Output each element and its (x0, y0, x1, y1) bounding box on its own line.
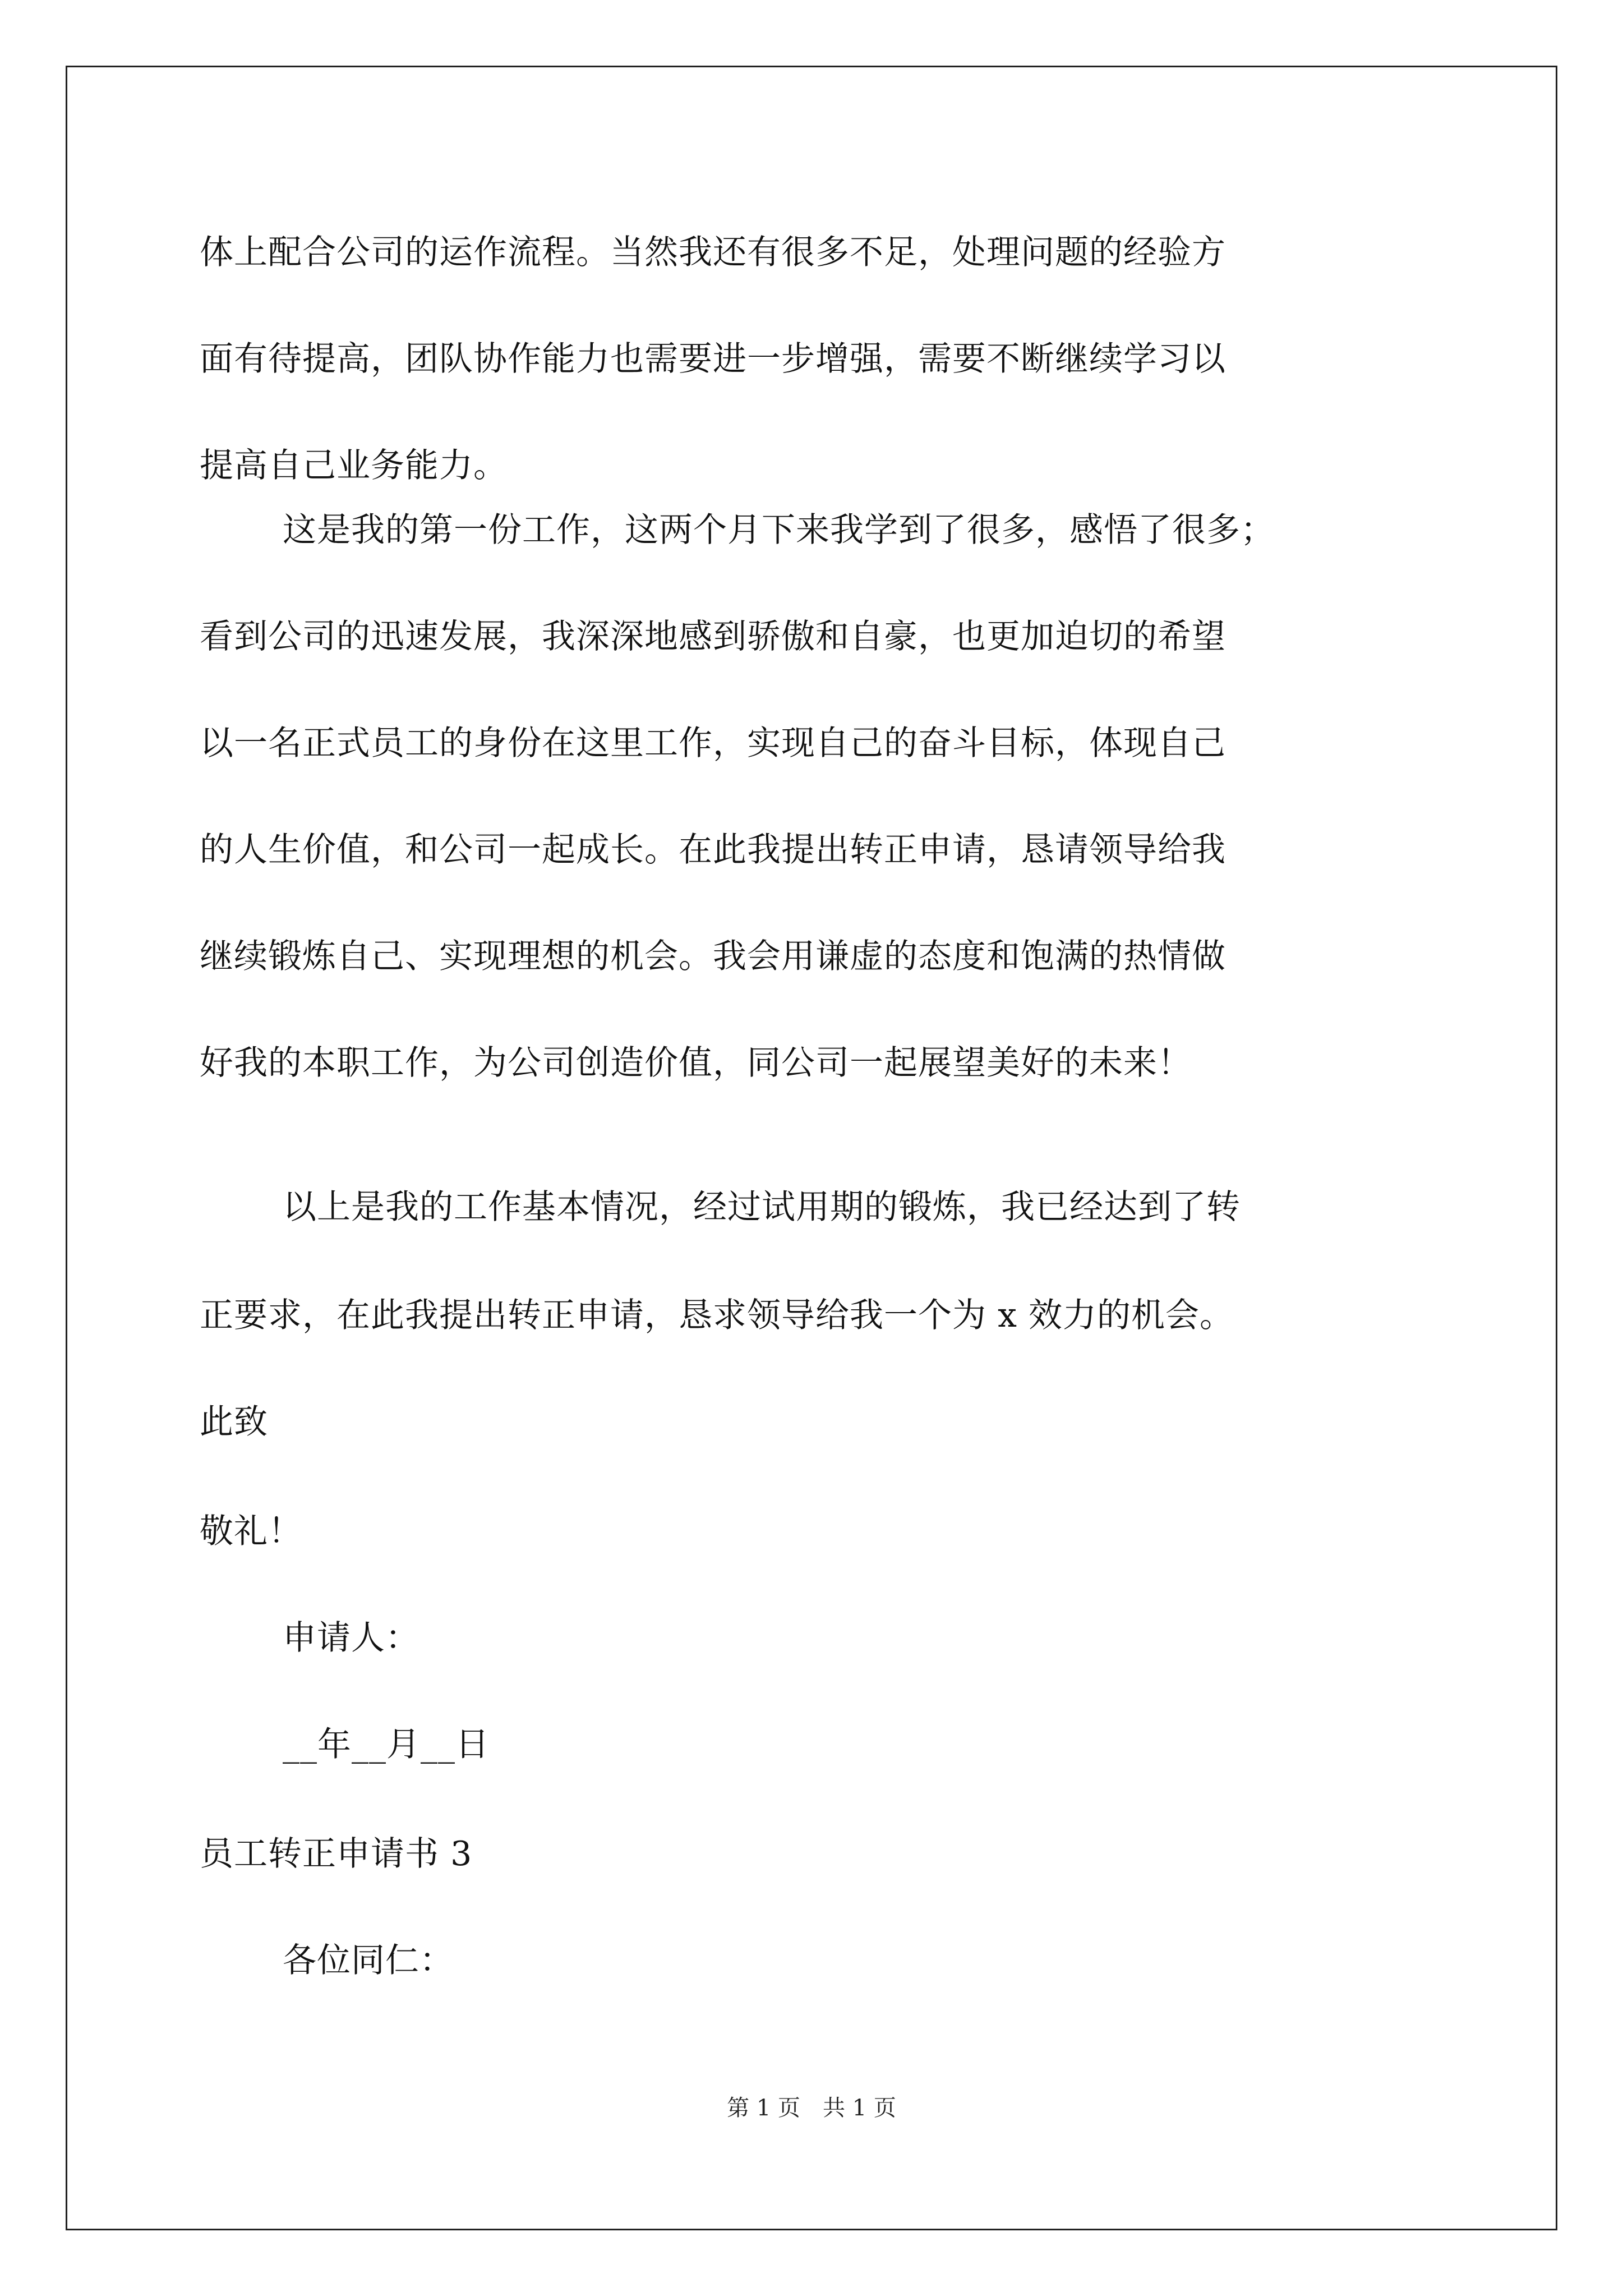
body-line-6: 以一名正式员工的身份在这里工作，实现自己的奋斗目标，体现自己 (200, 724, 1226, 763)
body-line-9: 好我的本职工作，为公司创造价值，同公司一起展望美好的未来！ (200, 1043, 1192, 1083)
date-line: __年__月__日 (283, 1725, 490, 1764)
closing-jingli: 敬礼！ (200, 1512, 302, 1551)
body-line-5: 看到公司的迅速发展，我深深地感到骄傲和自豪，也更加迫切的希望 (200, 617, 1226, 656)
greeting-line: 各位同仁： (283, 1941, 454, 1980)
body-line-8: 继续锻炼自己、实现理想的机会。我会用谦虚的态度和饱满的热情做 (200, 937, 1226, 976)
body-line-4: 这是我的第一份工作，这两个月下来我学到了很多，感悟了很多； (283, 510, 1275, 550)
page-footer: 第 1 页 共 1 页 (727, 2095, 896, 2121)
body-line-3: 提高自己业务能力。 (200, 446, 508, 485)
applicant-label: 申请人： (283, 1618, 419, 1658)
body-line-2: 面有待提高，团队协作能力也需要进一步增强，需要不断继续学习以 (200, 339, 1226, 379)
body-line-7: 的人生价值，和公司一起成长。在此我提出转正申请，恳请领导给我 (200, 830, 1226, 869)
body-line-10: 以上是我的工作基本情况，经过试用期的锻炼，我已经达到了转 (283, 1188, 1241, 1227)
section-title: 员工转正申请书 3 (200, 1834, 473, 1874)
page-border (66, 66, 1557, 2230)
body-line-1: 体上配合公司的运作流程。当然我还有很多不足，处理问题的经验方 (200, 233, 1226, 272)
closing-cizhi: 此致 (200, 1402, 268, 1442)
body-line-11: 正要求，在此我提出转正申请，恳求领导给我一个为 x 效力的机会。 (200, 1296, 1234, 1335)
